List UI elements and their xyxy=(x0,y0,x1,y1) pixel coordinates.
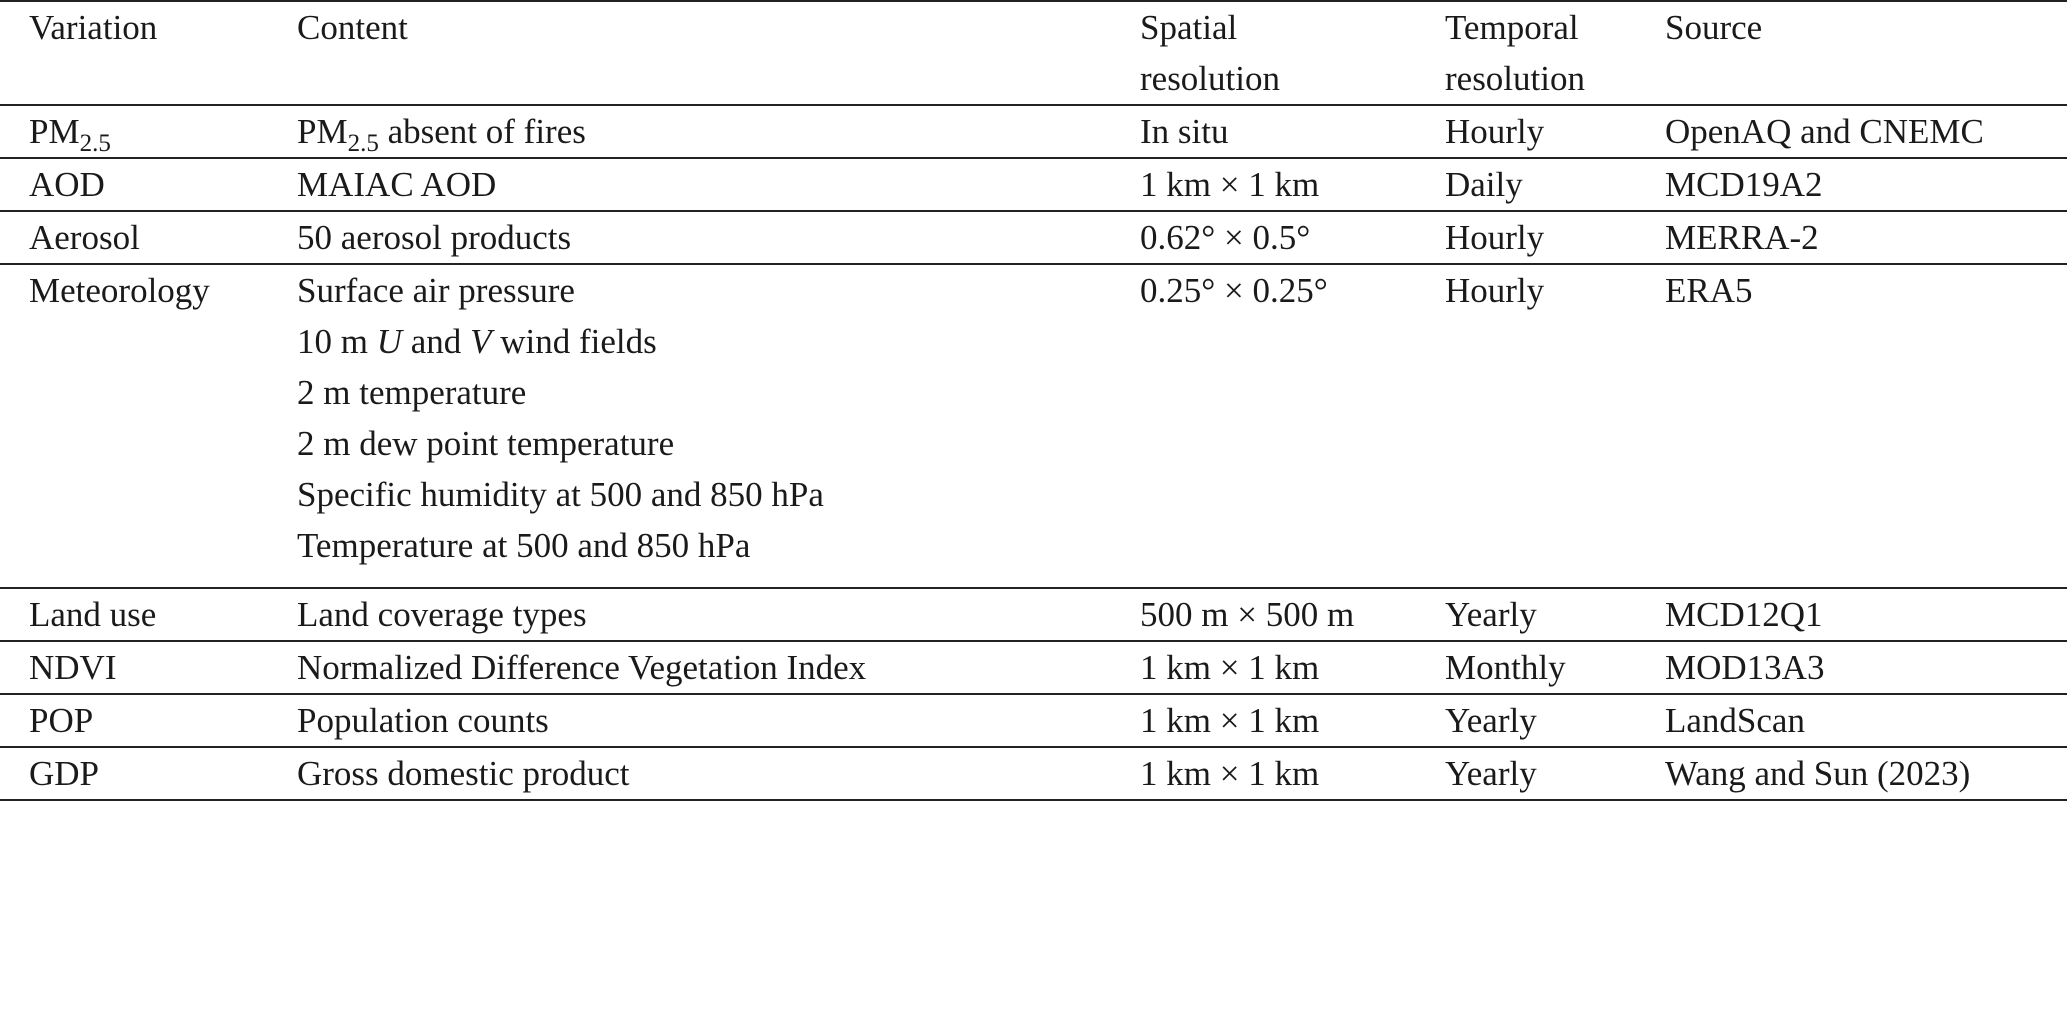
cell-variation: Land use xyxy=(29,595,157,634)
table-row-aerosol xyxy=(0,211,2067,264)
content-segment: wind fields xyxy=(491,322,657,361)
cell-content: Normalized Difference Vegetation Index xyxy=(297,648,867,687)
cell-variation: Meteorology xyxy=(29,271,210,310)
cell-source: OpenAQ and CNEMC xyxy=(1665,112,1984,151)
table-row-ndvi xyxy=(0,641,2067,694)
table-row-meteorology xyxy=(0,264,2067,588)
cell-spatial: 1 km × 1 km xyxy=(1140,754,1320,793)
table-row-gdp xyxy=(0,747,2067,800)
table-row-pm25 xyxy=(0,105,2067,158)
cell-content: Population counts xyxy=(297,701,549,740)
table-row-pop xyxy=(0,694,2067,747)
content-segment: and xyxy=(402,322,471,361)
header-row xyxy=(0,1,2067,105)
cell-temporal: Hourly xyxy=(1445,271,1545,310)
header-spatial-line1: Spatial xyxy=(1140,8,1238,47)
cell-spatial: 1 km × 1 km xyxy=(1140,648,1320,687)
variation-subscript: 2.5 xyxy=(79,130,111,157)
cell-source: MOD13A3 xyxy=(1665,648,1825,687)
header-temporal-line1: Temporal xyxy=(1445,8,1579,47)
cell-variation: POP xyxy=(29,701,94,740)
content-line xyxy=(297,316,1111,367)
cell-temporal: Daily xyxy=(1445,165,1523,204)
header-temporal-line2: resolution xyxy=(1445,59,1585,98)
cell-content: Gross domestic product xyxy=(297,754,630,793)
cell-temporal: Hourly xyxy=(1445,218,1545,257)
content-rest: absent of fires xyxy=(378,112,586,151)
cell-spatial: 0.25° × 0.25° xyxy=(1140,271,1328,310)
content-line: Temperature at 500 and 850 hPa xyxy=(297,526,751,565)
table-row-aod xyxy=(0,158,2067,211)
cell-content: Land coverage types xyxy=(297,595,587,634)
cell-content: 50 aerosol products xyxy=(297,218,572,257)
table-header xyxy=(0,1,2067,105)
header-variation: Variation xyxy=(29,8,158,47)
cell-source: MERRA-2 xyxy=(1665,218,1819,257)
header-content: Content xyxy=(297,8,408,47)
variable-v: V xyxy=(470,322,492,361)
cell-variation xyxy=(0,105,268,158)
table-row-landuse xyxy=(0,588,2067,641)
cell-variation: AOD xyxy=(29,165,105,204)
cell-source: MCD19A2 xyxy=(1665,165,1823,204)
content-text: PM xyxy=(297,112,348,151)
cell-content xyxy=(268,105,1111,158)
cell-content: MAIAC AOD xyxy=(297,165,497,204)
cell-temporal: Hourly xyxy=(1445,112,1545,151)
cell-temporal: Monthly xyxy=(1445,648,1566,687)
cell-variation: NDVI xyxy=(29,648,117,687)
cell-source: ERA5 xyxy=(1665,271,1753,310)
content-subscript: 2.5 xyxy=(347,130,379,157)
header-temporal-resolution xyxy=(1416,1,1636,105)
header-spatial-resolution xyxy=(1111,1,1416,105)
content-line: Specific humidity at 500 and 850 hPa xyxy=(297,475,824,514)
content-segment: 10 m xyxy=(297,322,377,361)
content-line: 2 m dew point temperature xyxy=(297,424,675,463)
content-line: 2 m temperature xyxy=(297,373,527,412)
content-line: Surface air pressure xyxy=(297,271,575,310)
cell-source: LandScan xyxy=(1665,701,1805,740)
cell-temporal: Yearly xyxy=(1445,595,1537,634)
cell-temporal: Yearly xyxy=(1445,701,1537,740)
variable-u: U xyxy=(376,322,403,361)
cell-content xyxy=(268,264,1111,588)
cell-spatial: In situ xyxy=(1140,112,1229,151)
cell-variation: Aerosol xyxy=(29,218,140,257)
cell-spatial: 1 km × 1 km xyxy=(1140,701,1320,740)
cell-source: MCD12Q1 xyxy=(1665,595,1823,634)
cell-temporal: Yearly xyxy=(1445,754,1537,793)
table-body xyxy=(0,105,2067,800)
cell-source: Wang and Sun (2023) xyxy=(1665,754,1971,793)
cell-spatial: 1 km × 1 km xyxy=(1140,165,1320,204)
cell-variation: GDP xyxy=(29,754,100,793)
header-source: Source xyxy=(1665,8,1763,47)
cell-spatial: 500 m × 500 m xyxy=(1140,595,1355,634)
variation-text: PM xyxy=(29,112,80,151)
header-spatial-line2: resolution xyxy=(1140,59,1280,98)
cell-spatial: 0.62° × 0.5° xyxy=(1140,218,1311,257)
